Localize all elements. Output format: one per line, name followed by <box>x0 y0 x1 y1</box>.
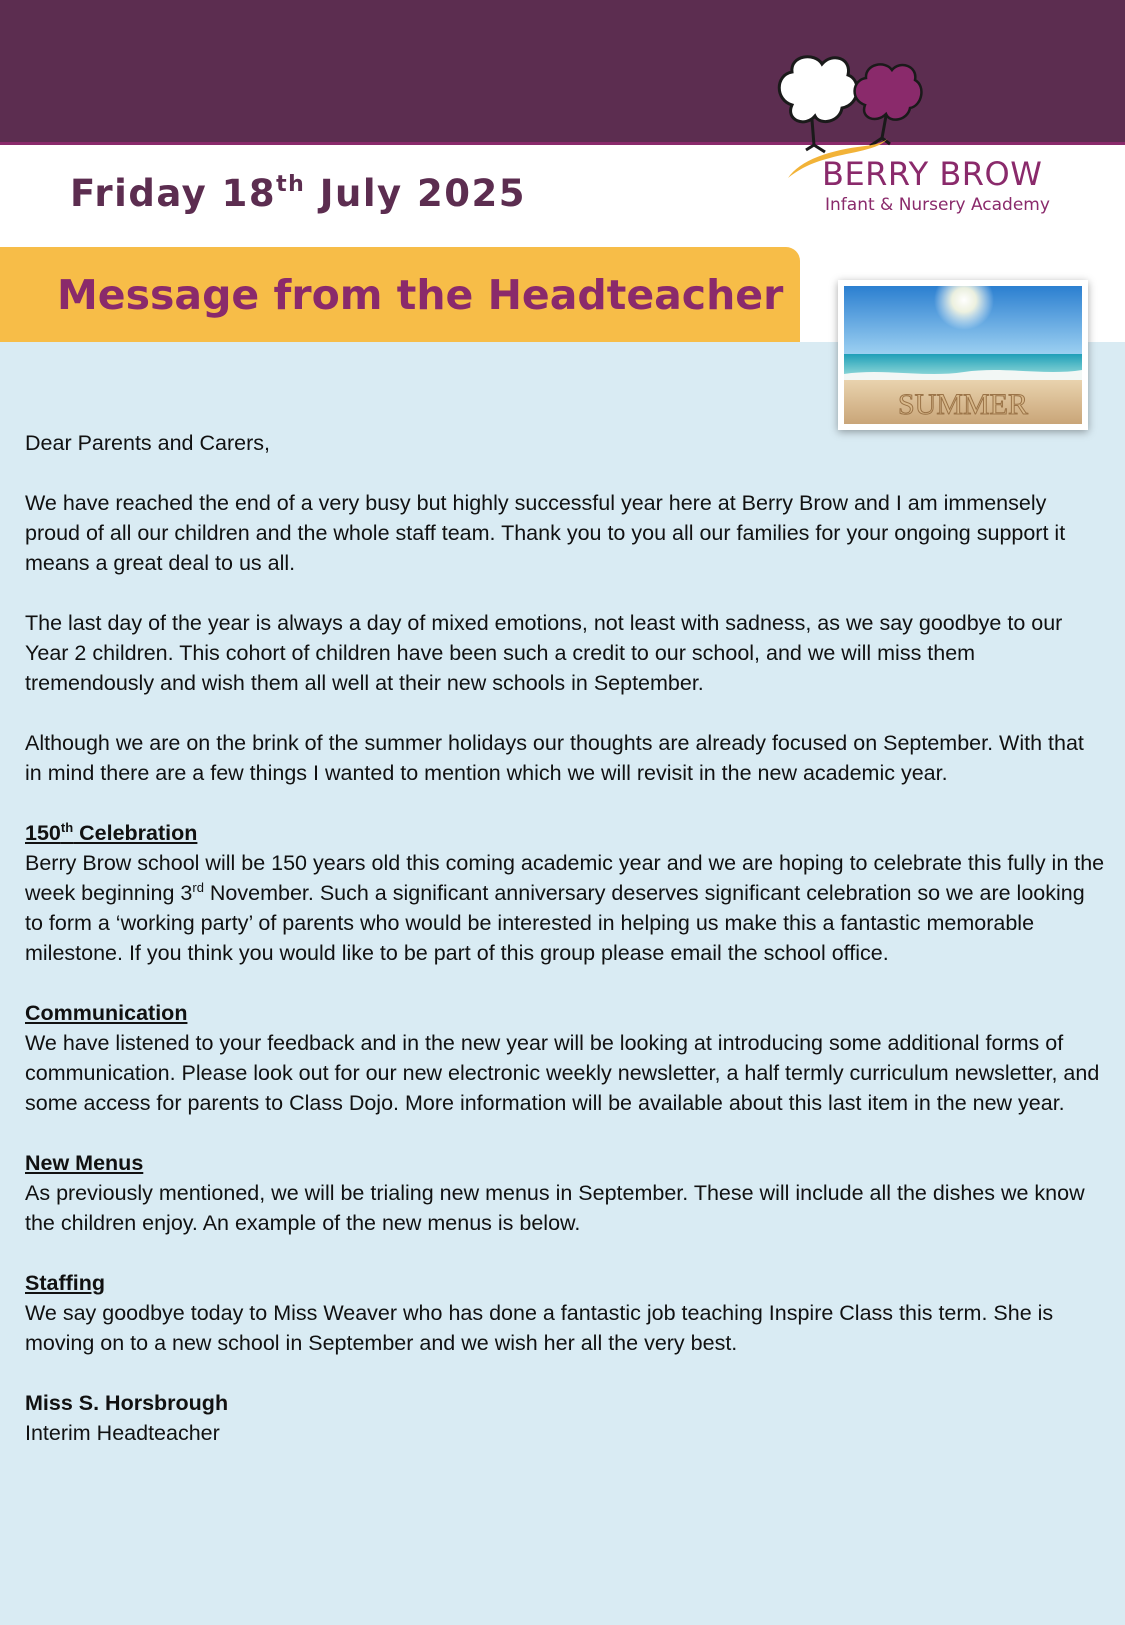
section-text-menus: As previously mentioned, we will be trialing new menus in September. These will include all the dishes we know the children enjoy. An example of the new menus is below. <box>25 1181 1085 1235</box>
section-title-communication: Communication <box>25 1001 188 1025</box>
newsletter-date: Friday 18th July 2025 <box>70 172 526 215</box>
section-celebration <box>25 818 1105 968</box>
summer-beach-photo <box>838 280 1088 430</box>
sand-word: SUMMER <box>897 388 1029 421</box>
greeting: Dear Parents and Carers, <box>25 431 270 455</box>
section-text-celebration: Berry Brow school will be 150 years old this coming academic year and we are hoping to celebrate this fully in the week beginning 3rd November. Such a significant anniversary deserves significant celebration so we are looking to form a ‘working party’ of parents who would be interested in helping us make this a fantastic memorable milestone. If you think you would like to be part of this group please email the school office. <box>25 851 1105 965</box>
paragraph-2: The last day of the year is always a day of mixed emotions, not least with sadness, as we say goodbye to our Year 2 children. This cohort of children have been such a credit to our school, and we will miss them tremendously and wish them all well at their new schools in September. <box>25 611 1063 695</box>
signature <box>25 1388 1105 1448</box>
section-title-celebration: 150th Celebration <box>25 820 198 845</box>
section-text-staffing: We say goodbye today to Miss Weaver who has done a fantastic job teaching Inspire Class this term. She is moving on to a new school in September and we wish her all the very best. <box>25 1301 1054 1355</box>
section-text-communication: We have listened to your feedback and in the new year will be looking at introducing some additional forms of communication. Please look out for our new electronic weekly newsletter, a half termly curriculum newsletter, and some access for parents to Class Dojo. More information will be available about this last item in the new year. <box>25 1031 1100 1115</box>
tree-filled-icon <box>855 64 922 146</box>
logo-subtitle: Infant & Nursery Academy <box>825 195 1050 215</box>
section-communication <box>25 998 1105 1118</box>
section-title-staffing: Staffing <box>25 1271 106 1295</box>
section-staffing <box>25 1268 1105 1358</box>
paragraph-1: We have reached the end of a very busy but highly successful year here at Berry Brow and I am immensely proud of all our children and the whole staff team. Thank you to you all our families for your ongoing support it means a great deal to us all. <box>25 491 1066 575</box>
tree-outline-icon <box>779 57 857 152</box>
paragraph-3: Although we are on the brink of the summer holidays our thoughts are already focused on September. With that in mind there are a few things I wanted to mention which we will revisit in the new academic year. <box>25 731 1084 785</box>
logo-name: BERRY BROW <box>822 155 1043 193</box>
section-menus <box>25 1148 1105 1238</box>
signer-name: Miss S. Horsbrough <box>25 1391 229 1415</box>
letter-body <box>25 428 1105 1478</box>
signer-role: Interim Headteacher <box>25 1421 220 1445</box>
page-title: Message from the Headteacher <box>57 271 784 319</box>
section-title-menus: New Menus <box>25 1151 144 1175</box>
